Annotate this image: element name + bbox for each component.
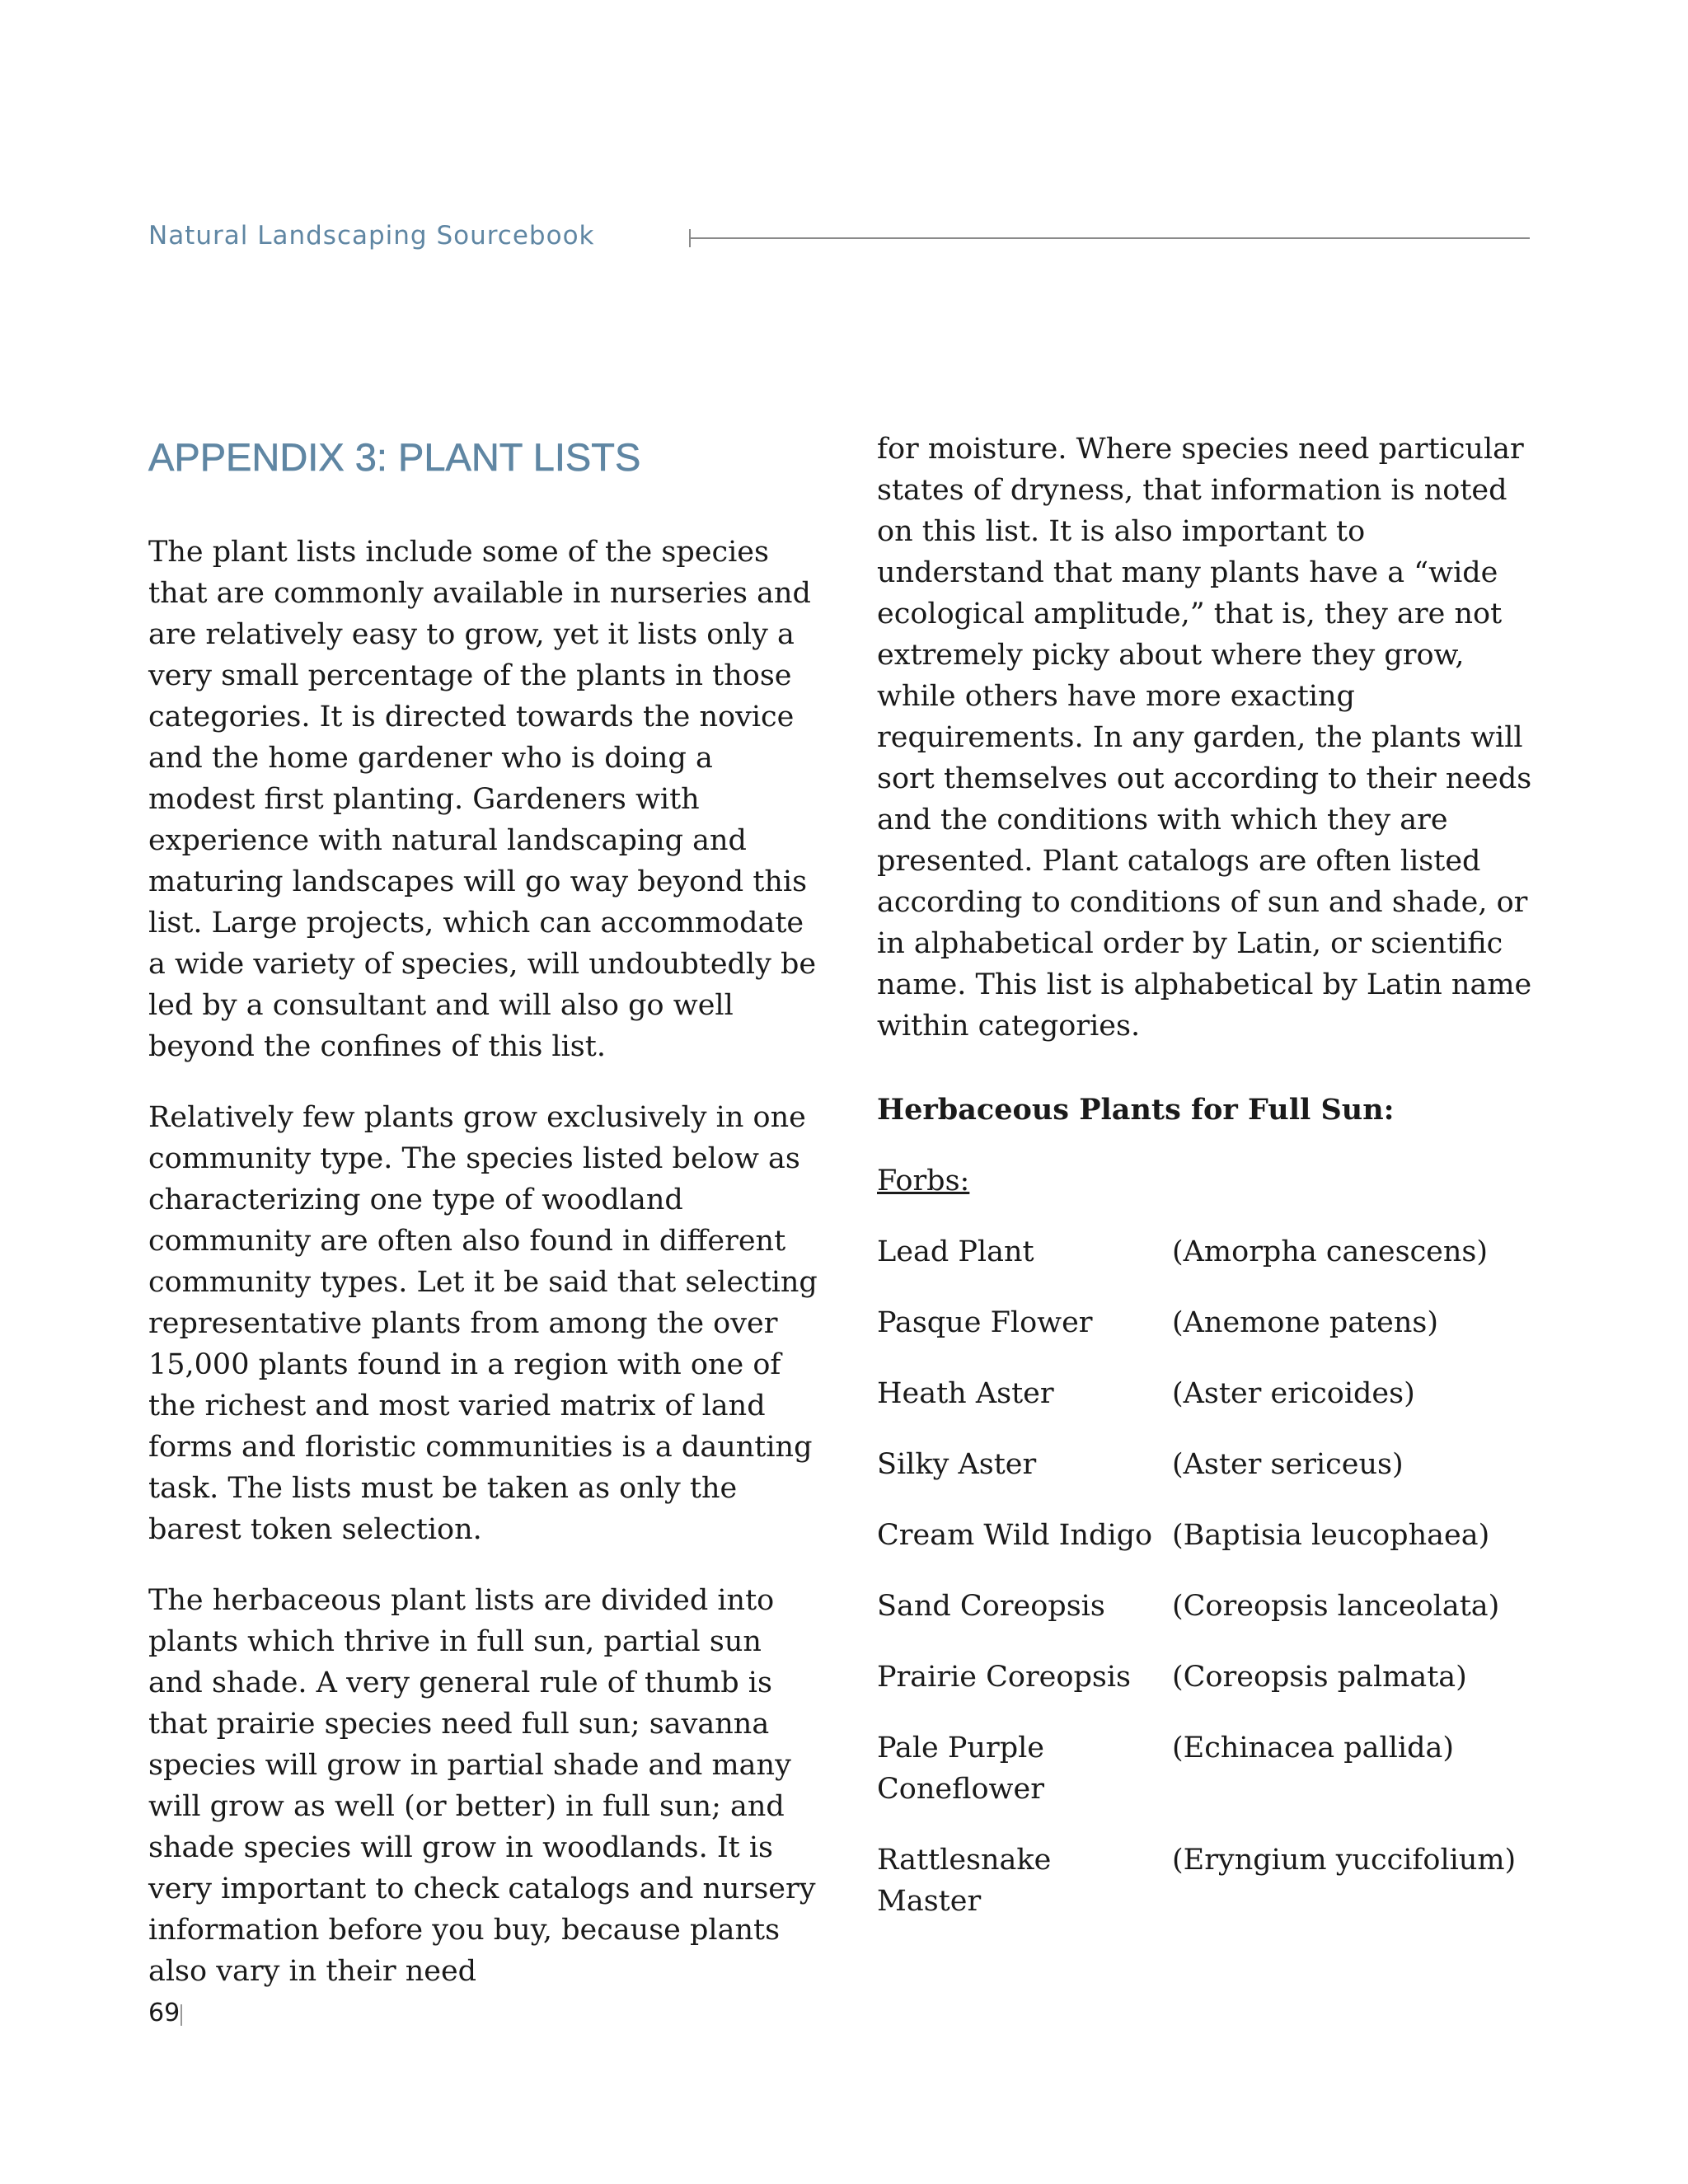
plant-latin-name: (Coreopsis lanceolata)	[1172, 1590, 1500, 1623]
right-column	[877, 433, 1536, 1952]
plant-latin-name: (Coreopsis palmata)	[1172, 1661, 1467, 1694]
plant-common-name: Rattlesnake Master	[877, 1844, 1052, 1918]
category-label: Forbs:	[877, 1165, 970, 1197]
appendix-title: APPENDIX 3: PLANT LISTS	[148, 435, 641, 479]
plant-common-name: Pasque Flower	[877, 1306, 1093, 1339]
community-paragraph: Relatively few plants grow exclusively in one community type. The species listed below as characterizing one type of woodland community are often also found in different community types. Let it be said that selecting representative plants from among the over 15,000 plants found in a region with one of the richest and most varied matrix of land forms and floristic communities is a daunting task. The lists must be taken as only the barest token selection.	[148, 1101, 818, 1546]
continuation-paragraph: for moisture. Where species need particular states of dryness, that information is noted on this list. It is also important to understand that many plants have a “wide ecological amplitude,” that is, they are not extremely picky about where they grow, while others have more exacting requirements. In any garden, the plants will sort themselves out according to their needs and the conditions with which they are presented. Plant catalogs are often listed according to conditions of sun and shade, or in alphabetical order by Latin, or scientific name. This list is alphabetical by Latin name within categories.	[877, 433, 1532, 1043]
plant-common-name: Sand Coreopsis	[877, 1590, 1105, 1623]
plant-row	[877, 1302, 1536, 1343]
running-header: Natural Landscaping Sourcebook	[148, 221, 595, 251]
plant-latin-name: (Amorpha canescens)	[1172, 1235, 1489, 1268]
plant-common-name: Prairie Coreopsis	[877, 1661, 1131, 1694]
section-subheading: Herbaceous Plants for Full Sun:	[877, 1093, 1395, 1127]
plant-row	[877, 1727, 1536, 1810]
plant-row	[877, 1657, 1536, 1698]
plant-latin-name: (Aster sericeus)	[1172, 1448, 1404, 1481]
plant-row	[877, 1515, 1536, 1556]
plant-common-name: Heath Aster	[877, 1377, 1054, 1410]
plant-list	[877, 1231, 1536, 1922]
plant-common-name: Lead Plant	[877, 1235, 1034, 1268]
herbaceous-paragraph: The herbaceous plant lists are divided into plants which thrive in full sun, partial sun and shade. A very general rule of thumb is that prairie species need full sun; savanna species will grow in partial shade and many will grow as well (or better) in full sun; and shade species will grow in woodlands. It is very important to check catalogs and nursery information before you buy, because plants also vary in their need	[148, 1584, 816, 1988]
plant-latin-name: (Baptisia leucophaea)	[1172, 1519, 1490, 1552]
plant-row	[877, 1231, 1536, 1272]
plant-latin-name: (Anemone patens)	[1172, 1306, 1439, 1339]
page-number: 69	[148, 1999, 181, 2027]
page-number-bar	[181, 2004, 182, 2026]
plant-common-name: Pale Purple Coneflower	[877, 1732, 1045, 1806]
plant-row	[877, 1444, 1536, 1485]
header-rule	[689, 237, 1530, 239]
plant-latin-name: (Eryngium yuccifolium)	[1172, 1844, 1517, 1877]
plant-common-name: Cream Wild Indigo	[877, 1519, 1153, 1552]
plant-common-name: Silky Aster	[877, 1448, 1037, 1481]
left-column	[148, 433, 824, 2022]
plant-row	[877, 1586, 1536, 1627]
intro-paragraph: The plant lists include some of the species that are commonly available in nurseries and are relatively easy to grow, yet it lists only a very small percentage of the plants in those categories. It is directed towards the novice and the home gardener who is doing a modest first planting. Gardeners with experience with natural landscaping and maturing landscapes will go way beyond this list. Large projects, which can accommodate a wide variety of species, will undoubtedly be led by a consultant and will also go well beyond the confines of this list.	[148, 536, 817, 1063]
plant-row	[877, 1373, 1536, 1414]
plant-latin-name: (Aster ericoides)	[1172, 1377, 1415, 1410]
plant-row	[877, 1840, 1536, 1922]
plant-latin-name: (Echinacea pallida)	[1172, 1732, 1455, 1765]
